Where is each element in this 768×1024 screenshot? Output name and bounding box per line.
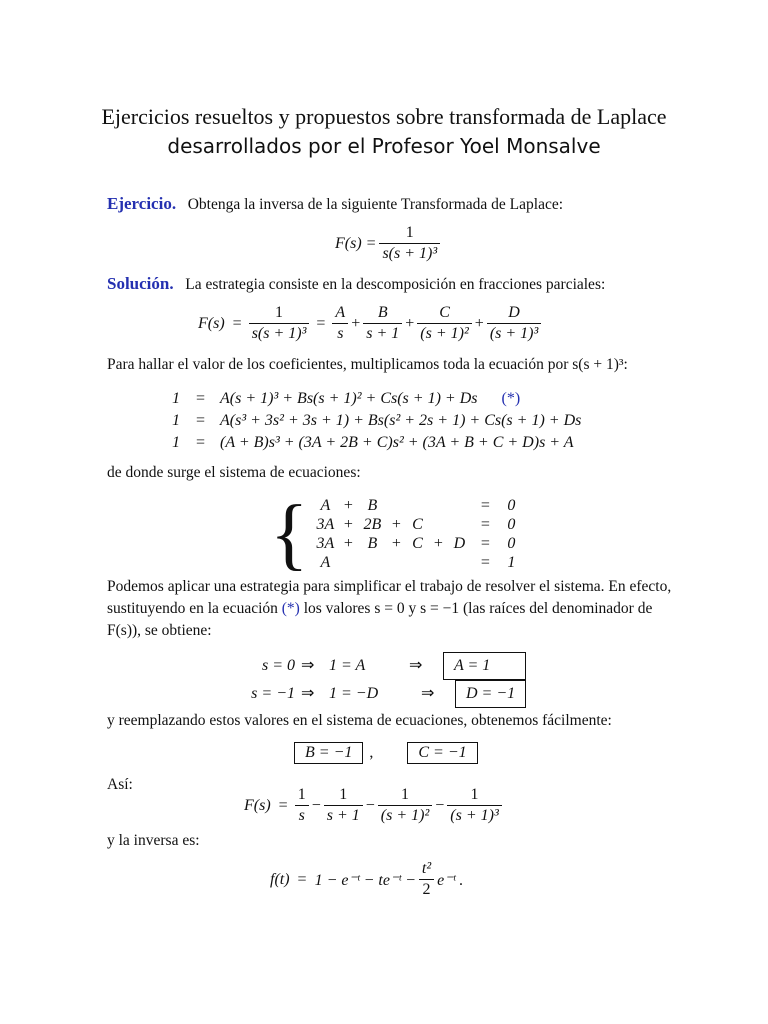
fraction-main: [249, 304, 310, 343]
system-cell: [386, 496, 406, 515]
system-cell: [358, 553, 386, 572]
strategy-text: sustituyendo en la ecuación: [107, 600, 278, 617]
expansion-row: [172, 432, 680, 454]
system-cell: 1: [507, 554, 516, 571]
system-cell: +: [343, 535, 353, 552]
solution-line: [107, 274, 605, 294]
document-subtitle: desarrollados por el Profesor Yoel Monsalve: [167, 134, 601, 158]
equation-reference-mark: (*): [501, 390, 521, 407]
denominator: s: [337, 325, 344, 342]
numerator: 1: [447, 786, 501, 806]
system-cell: [448, 553, 470, 572]
strategy-line: [107, 598, 687, 620]
implies-icon: ⇒: [421, 685, 435, 702]
final-term-4: [447, 786, 501, 825]
system-cell: +: [343, 516, 353, 533]
system-cell: A: [320, 554, 331, 571]
boxed-result-a: A = 1: [443, 652, 526, 680]
system-cell: [448, 496, 470, 515]
system-cell: D: [453, 535, 466, 552]
asi-label: Así:: [107, 776, 133, 793]
final-term-2: [324, 786, 363, 825]
fraction-numerator: 1: [379, 224, 440, 244]
numerator: C: [417, 304, 471, 324]
exercise-text: Obtenga la inversa de la siguiente Transformada de Laplace:: [187, 196, 564, 213]
numerator: A: [332, 304, 348, 324]
equals-sign: =: [316, 314, 326, 332]
solution-text: La estrategia consiste en la descomposición en fracciones parciales:: [185, 276, 606, 293]
system-cell: =: [480, 535, 490, 552]
system-cell: [338, 553, 358, 572]
minus-sign: −: [435, 796, 445, 814]
plus-sign: +: [405, 314, 415, 332]
strategy-paragraph: [107, 576, 687, 642]
equation-reference-link[interactable]: (*): [281, 600, 300, 617]
system-cell: [428, 553, 448, 572]
roots-block: [246, 652, 526, 708]
final-lhs: F(s): [244, 796, 271, 814]
strategy-line: F(s)), se obtiene:: [107, 622, 212, 639]
boxed-result-c: C = −1: [407, 742, 477, 764]
denominator: 2: [422, 881, 431, 898]
coefficients-paragraph: Para hallar el valor de los coeficientes, multiplicamos toda la ecuación por s(s + 1)³:: [107, 356, 628, 373]
system-cell: [428, 496, 448, 515]
fraction-d: [487, 304, 541, 343]
inverse-tail: e⁻ᵗ .: [437, 871, 464, 889]
row-rhs: (A + B)s³ + (3A + 2B + C)s² + (3A + B + C + D)s + A: [220, 434, 574, 451]
solution-label: Solución.: [107, 274, 174, 293]
system-cell: +: [391, 516, 401, 533]
minus-sign: −: [311, 796, 321, 814]
exercise-formula: [335, 224, 443, 263]
strategy-text: los valores s = 0 y s = −1 (las raíces del denominador de: [303, 600, 653, 617]
root-row: [246, 680, 526, 708]
root-result: 1 = A: [329, 657, 366, 674]
denominator: (s + 1)³: [489, 325, 539, 342]
formula-fraction: [379, 224, 440, 263]
system-cell: 2B: [363, 516, 382, 533]
system-cell: C: [412, 535, 423, 552]
minus-sign: −: [365, 796, 375, 814]
row-rhs: [220, 388, 680, 410]
system-cell: [448, 515, 470, 534]
fraction-a: [332, 304, 348, 343]
root-condition: s = −1: [251, 685, 295, 702]
numerator: t²: [419, 860, 434, 880]
numerator: 1: [324, 786, 363, 806]
fraction-c: [417, 304, 471, 343]
system-cell: =: [480, 554, 490, 571]
decomposition-formula: [198, 304, 544, 343]
row-rhs: A(s³ + 3s² + 3s + 1) + Bs(s² + 2s + 1) + Cs(s + 1) + Ds: [220, 412, 582, 429]
boxed-result-b: B = −1: [294, 742, 363, 764]
system-cell: 3A: [316, 516, 335, 533]
system-cell: C: [412, 516, 423, 533]
bc-results: [294, 742, 478, 764]
fraction-denominator: s(s + 1)³: [382, 245, 438, 262]
document-title: Ejercicios resueltos y propuestos sobre transformada de Laplace: [101, 104, 667, 129]
numerator: B: [363, 304, 402, 324]
system-grid: [312, 496, 522, 572]
system-cell: =: [480, 516, 490, 533]
denominator: (s + 1)²: [380, 807, 430, 824]
numerator: 1: [295, 786, 309, 806]
system-cell: 0: [507, 535, 516, 552]
equals-sign: =: [196, 390, 206, 407]
final-decomposition: [244, 786, 505, 825]
equals-sign: =: [278, 796, 288, 814]
equals-sign: =: [196, 434, 206, 451]
denominator: s + 1: [326, 807, 360, 824]
row-lhs: 1: [172, 434, 180, 451]
denominator: s(s + 1)³: [251, 325, 307, 342]
formula-lhs: F(s) =: [335, 234, 377, 252]
inverse-fraction: [419, 860, 434, 899]
expansion-row: [172, 410, 680, 432]
plus-sign: +: [351, 314, 361, 332]
system-cell: [406, 496, 428, 515]
plus-sign: +: [474, 314, 484, 332]
system-cell: [428, 515, 448, 534]
denominator: s: [298, 807, 305, 824]
system-cell: A: [320, 497, 331, 514]
inverse-formula: [270, 860, 463, 899]
implies-icon: ⇒: [409, 657, 423, 674]
implies-icon: ⇒: [301, 685, 315, 702]
left-brace-icon: {: [270, 490, 309, 578]
equals-sign: =: [196, 412, 206, 429]
expansion-block: [172, 388, 680, 454]
system-cell: 0: [507, 516, 516, 533]
expansion-row: [172, 388, 680, 410]
system-cell: [406, 553, 428, 572]
system-cell: =: [480, 497, 490, 514]
system-cell: B: [367, 535, 378, 552]
numerator: 1: [249, 304, 310, 324]
root-result: 1 = −D: [329, 685, 379, 702]
system-cell: +: [343, 497, 353, 514]
final-term-3: [378, 786, 432, 825]
equals-sign: =: [297, 870, 307, 888]
denominator: s + 1: [366, 325, 400, 342]
numerator: 1: [378, 786, 432, 806]
system-cell: +: [433, 535, 443, 552]
final-term-1: [295, 786, 309, 825]
row-lhs: 1: [172, 412, 180, 429]
inverse-label: y la inversa es:: [107, 832, 200, 849]
inverse-lhs: f(t): [270, 870, 290, 888]
boxed-result-d: D = −1: [455, 680, 526, 708]
denominator: (s + 1)²: [420, 325, 469, 342]
decomp-lhs: F(s): [198, 314, 225, 332]
root-row: [246, 652, 526, 680]
system-cell: [386, 553, 406, 572]
implies-icon: ⇒: [301, 657, 315, 674]
system-cell: +: [391, 535, 401, 552]
row-lhs: 1: [172, 390, 180, 407]
exercise-line: [107, 194, 563, 214]
equals-sign: =: [232, 314, 242, 332]
strategy-line: Podemos aplicar una estrategia para simplificar el trabajo de resolver el sistema. En efecto,: [107, 578, 672, 595]
denominator: (s + 1)³: [450, 807, 499, 824]
equation-system: [270, 490, 522, 578]
inverse-terms: 1 − e⁻ᵗ − te⁻ᵗ −: [314, 871, 416, 889]
comma: ,: [369, 744, 374, 761]
system-cell: 0: [507, 497, 516, 514]
numerator: D: [487, 304, 541, 324]
system-cell: B: [367, 497, 378, 514]
replace-paragraph: y reemplazando estos valores en el sistema de ecuaciones, obtenemos fácilmente:: [107, 712, 612, 729]
system-cell: 3A: [316, 535, 335, 552]
fraction-b: [363, 304, 402, 343]
rhs-text: A(s + 1)³ + Bs(s + 1)² + Cs(s + 1) + Ds: [220, 390, 478, 407]
exercise-label: Ejercicio.: [107, 194, 177, 213]
root-condition: s = 0: [261, 657, 295, 674]
system-intro: de donde surge el sistema de ecuaciones:: [107, 464, 361, 481]
